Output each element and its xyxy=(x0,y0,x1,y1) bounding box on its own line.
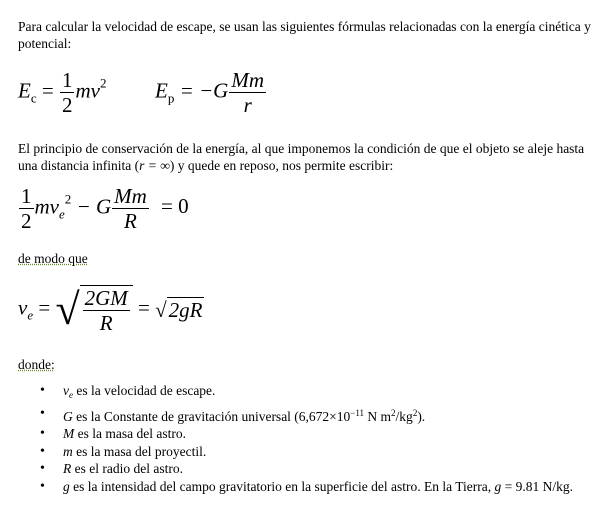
donde-text: donde: xyxy=(18,357,55,372)
intro-paragraph: Para calcular la velocidad de escape, se usan las siguientes fórmulas relacionadas con la energía cinética y potencial: xyxy=(18,19,591,51)
de-modo-que-text: de modo que xyxy=(18,251,88,266)
list-item: • $v_e$ es la velocidad de escape. xyxy=(40,382,600,405)
list-item: • m es la masa del proyectil. xyxy=(40,443,600,461)
list-item: • g es la intensidad del campo gravitatorio en la superficie del astro. En la Tierra, g = 9.81 N/kg. xyxy=(40,478,600,496)
variable-definitions-list xyxy=(40,382,600,495)
escape-velocity-formula: $v_e$ = √ $\frac{2GM}{R}$ = √2gR xyxy=(18,285,203,335)
list-item: • R es el radio del astro. xyxy=(40,460,600,478)
list-item: • M es la masa del astro. xyxy=(40,425,600,443)
energy-conservation-formula: $\frac{1}{2}$ $mv_e^2 - G$ $\frac{Mm}{R}$ = 0 xyxy=(21,184,189,233)
list-item: • G es la Constante de gravitación universal ($6,672\times 10^{-11}$ N $m^2/kg^2$). xyxy=(40,405,600,426)
kinetic-energy-formula: $E_c$ = $\frac{1}{2}$ $mv^2$ xyxy=(18,68,107,117)
principle-paragraph: El principio de conservación de la energía, al que imponemos la condición de que el objeto se aleje hasta una distancia infinita (r = ∞) y quede en reposo, nos permite escribir: xyxy=(18,141,585,173)
potential-energy-formula: $E_p = -G$ $\frac{Mm}{r}$ xyxy=(155,68,265,117)
